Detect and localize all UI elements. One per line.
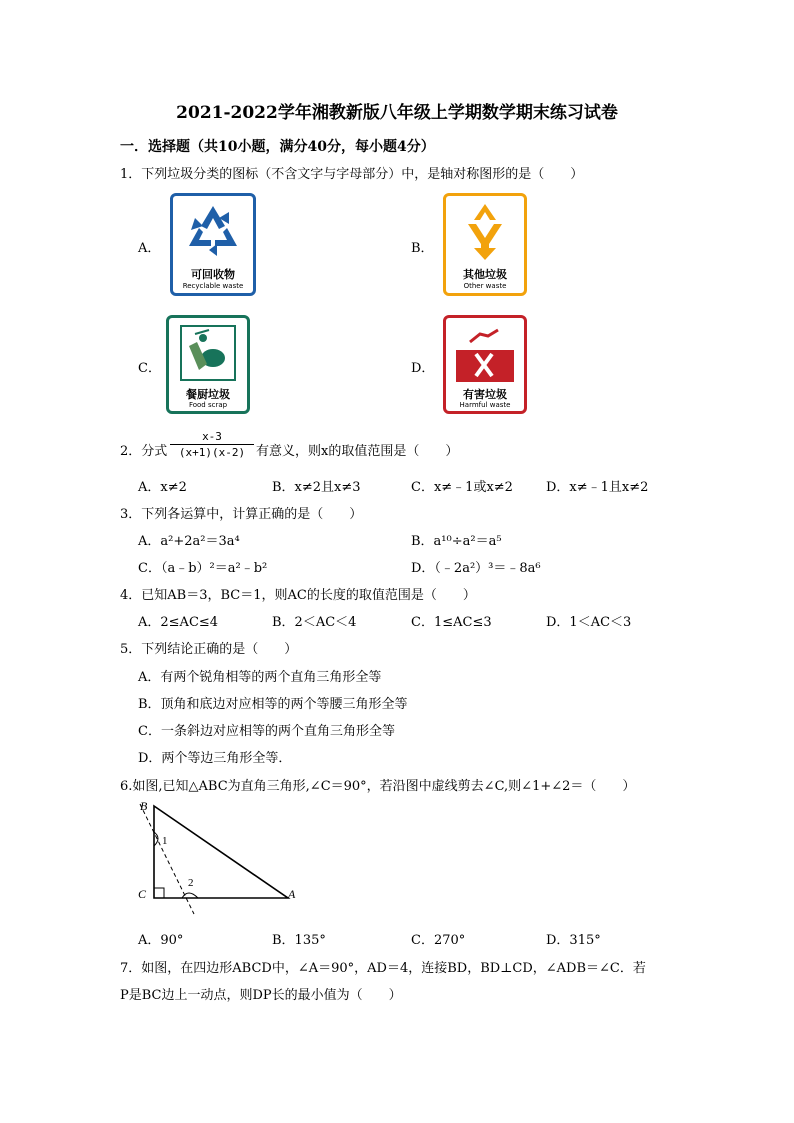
question-3-stem: 3．下列各运算中，计算正确的是（ ） (120, 507, 363, 522)
sign-c-cn: 餐厨垃圾 (186, 388, 230, 401)
harmful-waste-icon (446, 320, 524, 386)
q2-option-c: C．x≠﹣1或x≠2 (411, 480, 513, 495)
q1-label-d: D． (411, 361, 435, 376)
angle-1-label: 1 (162, 835, 168, 847)
other-waste-icon (446, 198, 524, 264)
vertex-c-label: C (138, 887, 147, 901)
question-2-suffix: 有意义，则x的取值范围是（ ） (256, 444, 459, 459)
sign-d-cn: 有害垃圾 (463, 388, 507, 401)
question-7-line-1: 7．如图，在四边形ABCD中，∠A＝90°，AD＝4，连接BD，BD⊥CD，∠ADB＝∠C．若 (120, 961, 646, 976)
fraction-numerator: x-3 (170, 430, 254, 445)
question-6-stem: 6.如图,已知△ABC为直角三角形,∠C＝90°，若沿图中虚线剪去∠C,则∠1+∠2＝（ ） (120, 779, 636, 794)
q4-option-c: C．1≤AC≤3 (411, 615, 492, 630)
sign-d-en: Harmful waste (459, 401, 511, 409)
q3-option-a: A．a²+2a²＝3a⁴ (138, 534, 240, 549)
q1-label-a: A． (138, 241, 161, 256)
q5-option-d: D．两个等边三角形全等． (138, 751, 292, 766)
q6-option-c: C．270° (411, 933, 466, 948)
sign-a-cn: 可回收物 (191, 268, 235, 281)
q4-option-a: A．2≤AC≤4 (138, 615, 219, 630)
q6-option-b: B．135° (272, 933, 326, 948)
recycle-icon (173, 198, 253, 264)
other-waste-sign (443, 193, 527, 296)
q2-option-d: D．x≠﹣1且x≠2 (546, 480, 649, 495)
question-2-prefix: 2．分式 (120, 444, 168, 459)
recyclable-waste-sign (170, 193, 256, 296)
q4-option-d: D．1＜AC＜3 (546, 615, 632, 630)
triangle-abc (154, 806, 288, 898)
q5-option-c: C．一条斜边对应相等的两个直角三角形全等 (138, 724, 395, 739)
q5-option-b: B．顶角和底边对应相等的两个等腰三角形全等 (138, 697, 408, 712)
section-heading: 一．选择题（共10小题，满分40分，每小题4分） (120, 139, 435, 155)
page-title: 2021-2022学年湘教新版八年级上学期数学期末练习试卷 (176, 103, 618, 123)
q3-option-b: B．a¹⁰÷a²＝a⁵ (411, 534, 502, 549)
q3-option-d: D．（﹣2a²）³＝﹣8a⁶ (411, 561, 541, 576)
question-5-stem: 5．下列结论正确的是（ ） (120, 642, 298, 657)
fraction-denominator: (x+1)(x-2) (178, 446, 246, 459)
harmful-waste-sign (443, 315, 527, 414)
sign-b-cn: 其他垃圾 (463, 268, 507, 281)
q2-option-b: B．x≠2且x≠3 (272, 480, 361, 495)
right-triangle-figure (132, 796, 298, 918)
q1-label-c: C． (138, 361, 161, 376)
question-4-stem: 4．已知AB＝3，BC＝1，则AC的长度的取值范围是（ ） (120, 588, 476, 603)
vertex-a-label: A (288, 887, 296, 901)
q6-option-a: A．90° (138, 933, 184, 948)
sign-c-en: Food scrap (188, 401, 228, 409)
sign-a-en: Recyclable waste (182, 282, 244, 290)
sign-b-en: Other waste (463, 282, 507, 290)
question-2-fraction (170, 430, 254, 459)
q6-option-d: D．315° (546, 933, 601, 948)
q3-option-c: C．（a﹣b）²＝a²﹣b² (138, 561, 268, 576)
q5-option-a: A．有两个锐角相等的两个直角三角形全等 (138, 670, 382, 685)
food-scrap-sign (166, 315, 250, 414)
q4-option-b: B．2＜AC＜4 (272, 615, 357, 630)
q1-label-b: B． (411, 241, 434, 256)
angle-2-label: 2 (188, 877, 194, 889)
food-scrap-icon (169, 320, 247, 386)
q2-option-a: A．x≠2 (138, 480, 187, 495)
right-angle-mark (154, 888, 164, 898)
vertex-b-label: B (140, 799, 148, 813)
question-7-line-2: P是BC边上一动点，则DP长的最小值为（ ） (120, 988, 402, 1003)
question-1-stem: 1．下列垃圾分类的图标（不含文字与字母部分）中，是轴对称图形的是（ ） (120, 167, 584, 182)
